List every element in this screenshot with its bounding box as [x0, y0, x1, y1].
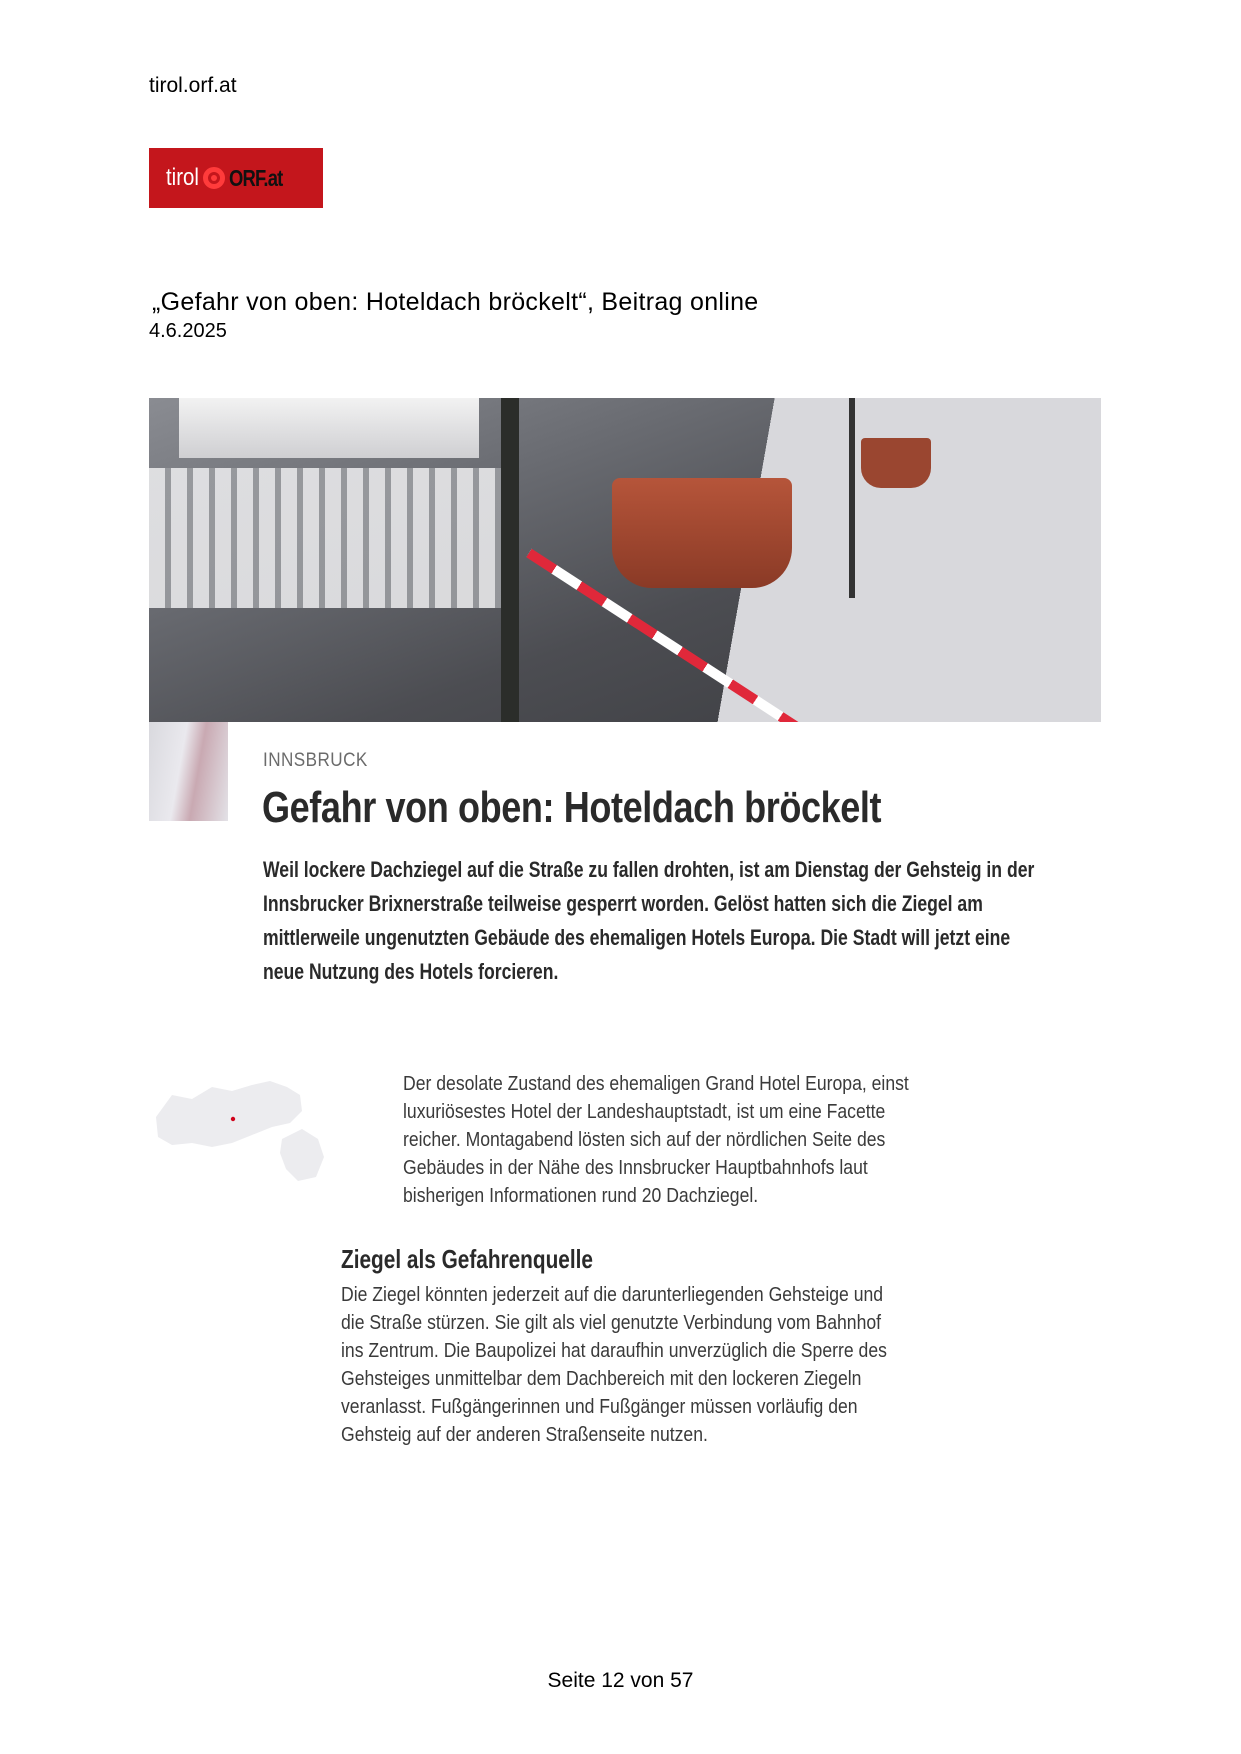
document-title: „Gefahr von oben: Hoteldach bröckelt“, Beitrag online: [152, 288, 759, 316]
photo-pole: [849, 398, 855, 598]
paragraph-line: Gebäudes in der Nähe des Innsbrucker Hauptbahnhofs laut: [403, 1157, 868, 1179]
article-paragraph: [341, 1281, 887, 1449]
lead-line: Weil lockere Dachziegel auf die Straße zu fallen drohten, ist am Dienstag der Gehsteig in der: [263, 857, 1035, 882]
photo-planter-far: [861, 438, 931, 488]
paragraph-line: bisherigen Informationen rund 20 Dachziegel.: [403, 1185, 759, 1207]
logo-text-tirol: tirol: [166, 164, 199, 191]
paragraph-line: Der desolate Zustand des ehemaligen Grand Hotel Europa, einst: [403, 1073, 909, 1095]
lead-line: Innsbrucker Brixnerstraße teilweise gesperrt worden. Gelöst hatten sich die Ziegel am: [263, 891, 983, 916]
paragraph-line: Die Ziegel könnten jederzeit auf die darunterliegenden Gehsteige und: [341, 1284, 884, 1306]
paragraph-line: veranlasst. Fußgängerinnen und Fußgänger müssen vorläufig den: [341, 1396, 858, 1418]
paragraph-line: Gehsteiges unmittelbar dem Dachbereich mit den lockeren Ziegeln: [341, 1368, 862, 1390]
paragraph-line: luxuriösestes Hotel der Landeshauptstadt, ist um eine Facette: [403, 1101, 886, 1123]
paragraph-line: ins Zentrum. Die Baupolizei hat daraufhin unverzüglich die Sperre des: [341, 1340, 887, 1362]
lead-line: mittlerweile ungenutzten Gebäude des ehemaligen Hotels Europa. Die Stadt will jetzt eine: [263, 925, 1011, 950]
photo-planter: [612, 478, 792, 588]
article-headline: Gefahr von oben: Hoteldach bröckelt: [262, 783, 882, 832]
document-date: 4.6.2025: [149, 320, 227, 342]
article-lead: [263, 853, 1034, 989]
article-subheading: Ziegel als Gefahrenquelle: [341, 1244, 593, 1274]
article-region: INNSBRUCK: [263, 750, 368, 771]
article-photo-edge: [149, 722, 228, 821]
article-paragraph: [403, 1070, 909, 1210]
paragraph-line: reicher. Montagabend lösten sich auf der nördlichen Seite des: [403, 1129, 886, 1151]
page-number: Seite 12 von 57: [547, 1669, 694, 1692]
logo-text-orf: ORF.at: [228, 164, 283, 191]
location-marker: [231, 1117, 235, 1121]
photo-fence: [149, 468, 509, 608]
source-label: tirol.orf.at: [149, 74, 237, 97]
orf-eye-icon: [203, 167, 225, 189]
paragraph-line: die Straße stürzen. Sie gilt als viel genutzte Verbindung vom Bahnhof: [341, 1312, 882, 1334]
lead-line: neue Nutzung des Hotels forcieren.: [263, 959, 559, 984]
tyrol-map-icon: [152, 1077, 336, 1183]
article-photo: [149, 398, 1101, 722]
photo-post: [501, 398, 519, 722]
photo-truck: [179, 398, 479, 458]
paragraph-line: Gehsteig auf der anderen Straßenseite nutzen.: [341, 1424, 708, 1446]
orf-tirol-logo: [149, 148, 323, 208]
